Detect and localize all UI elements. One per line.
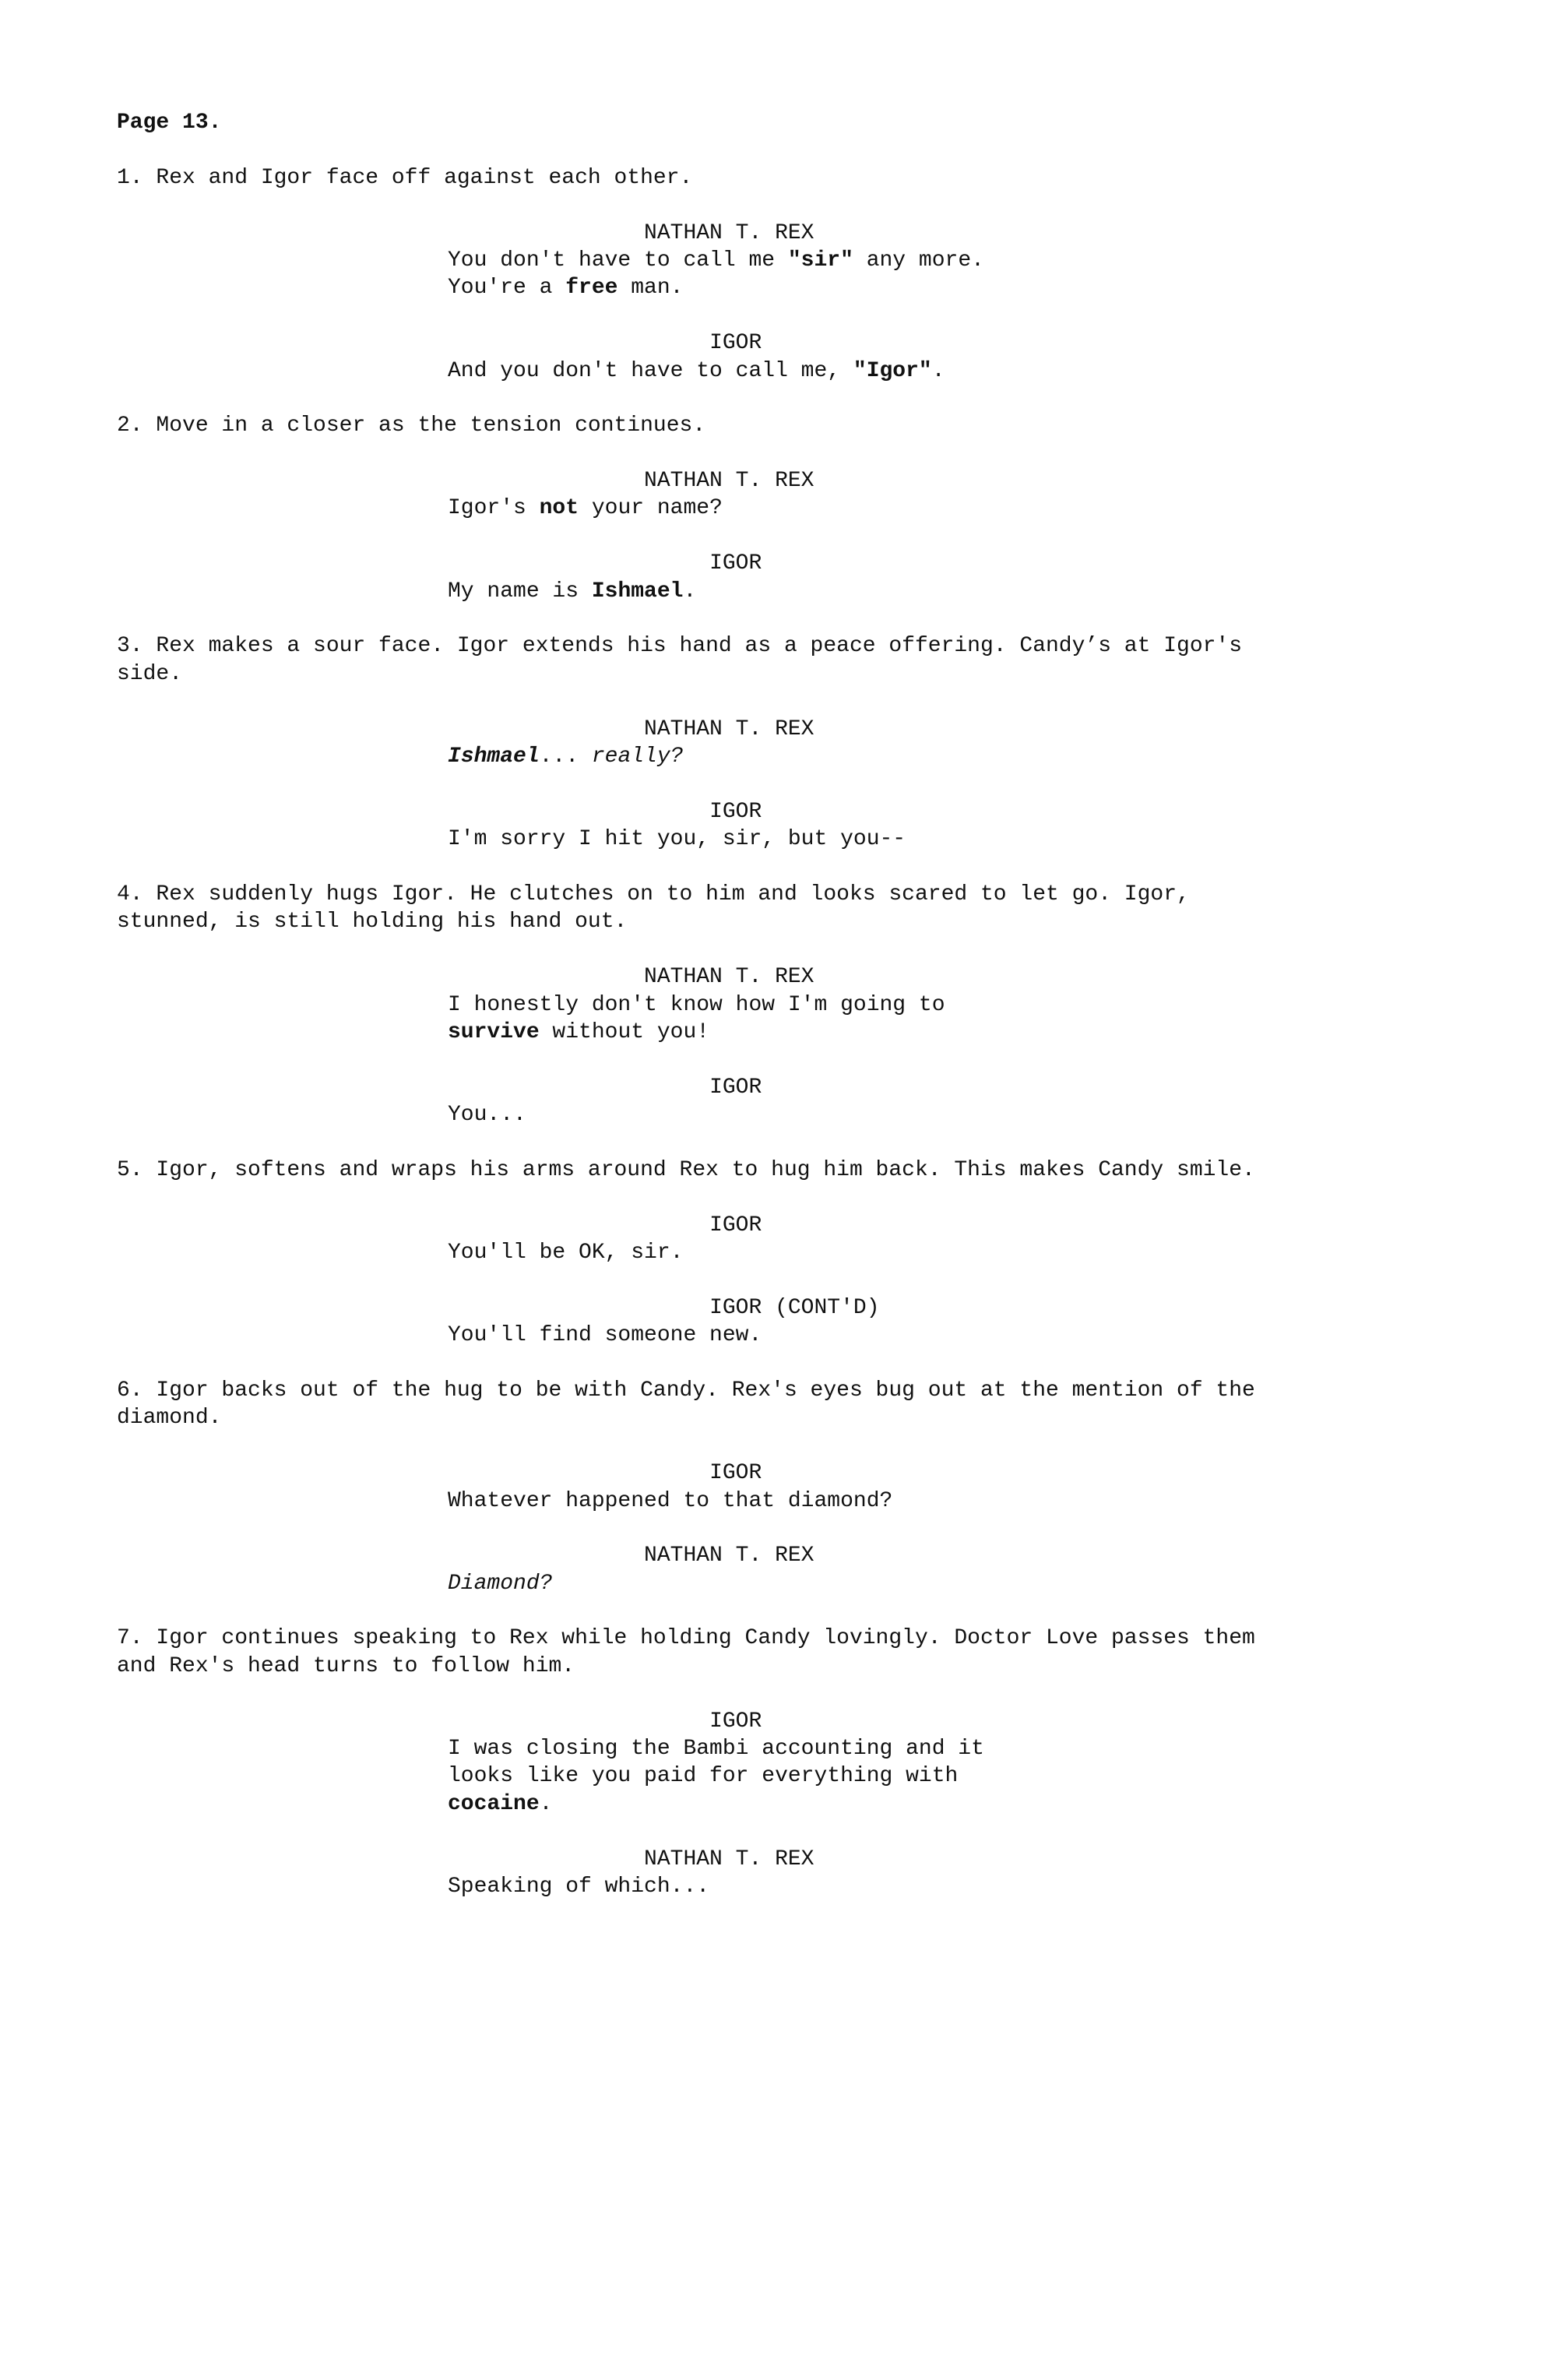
dialogue-text: free <box>565 276 618 301</box>
character-name: IGOR <box>709 1461 762 1486</box>
panel <box>117 632 1456 853</box>
character-name: IGOR <box>709 331 762 356</box>
dialogue-block <box>117 963 1456 1046</box>
dialogue-block <box>117 220 1456 302</box>
action-line: 2. Move in a closer as the tension continues. <box>117 414 706 438</box>
character-cue <box>117 467 1456 495</box>
dialogue-text: I was closing the Bambi accounting and it <box>448 1737 984 1762</box>
dialogue-block <box>117 1212 1456 1267</box>
spacer <box>117 936 1456 963</box>
dialogue-text: I honestly don't know how I'm going to <box>448 992 945 1017</box>
dialogue-block <box>117 798 1456 854</box>
character-cue <box>117 1846 1456 1873</box>
dialogue-text: Igor's <box>448 496 540 521</box>
dialogue-line <box>117 1790 1456 1818</box>
character-cue <box>117 1708 1456 1735</box>
spacer <box>117 385 1456 412</box>
character-name: NATHAN T. REX <box>644 469 814 494</box>
dialogue-text: looks like you paid for everything with <box>448 1764 959 1789</box>
spacer <box>117 1350 1456 1377</box>
dialogue-text: I'm sorry I hit you, sir, but you-- <box>448 827 906 852</box>
action-line: 5. Igor, softens and wraps his arms around Rex to hug him back. This makes Candy smile. <box>117 1157 1255 1182</box>
dialogue-line <box>117 357 1456 385</box>
dialogue-block <box>117 1708 1456 1818</box>
dialogue-text: really? <box>591 744 684 769</box>
dialogue-block <box>117 1459 1456 1515</box>
panel <box>117 1625 1456 1900</box>
panel <box>117 881 1456 1129</box>
character-cue <box>117 716 1456 743</box>
script-page <box>117 109 1456 1928</box>
dialogue-text: any more. <box>853 248 984 273</box>
dialogue-block <box>117 550 1456 605</box>
dialogue-text: Speaking of which... <box>448 1875 710 1899</box>
panel <box>117 1157 1456 1350</box>
character-cue <box>117 963 1456 991</box>
panel <box>117 164 1456 385</box>
dialogue-line <box>117 1570 1456 1597</box>
dialogue-text: without you! <box>539 1019 710 1044</box>
character-cue <box>117 550 1456 577</box>
spacer <box>117 1680 1456 1707</box>
action-line: 3. Rex makes a sour face. Igor extends his hand as a peace offering. Candy’s at Igor's <box>117 634 1243 659</box>
dialogue-block <box>117 1294 1456 1350</box>
character-name: NATHAN T. REX <box>644 1544 814 1568</box>
dialogue-line <box>117 1873 1456 1900</box>
character-name: IGOR (CONT'D) <box>709 1295 880 1320</box>
dialogue-line <box>117 1019 1456 1046</box>
dialogue-text: Whatever happened to that diamond? <box>448 1488 893 1513</box>
dialogue-text: . <box>931 358 945 383</box>
dialogue-block <box>117 716 1456 771</box>
character-name: IGOR <box>709 1075 762 1100</box>
dialogue-block <box>117 329 1456 385</box>
dialogue-line <box>117 1322 1456 1349</box>
spacer <box>117 1266 1456 1294</box>
action-line: 6. Igor backs out of the hug to be with Candy. Rex's eyes bug out at the mention of the <box>117 1378 1255 1403</box>
spacer <box>117 302 1456 329</box>
spacer <box>117 192 1456 219</box>
character-name: NATHAN T. REX <box>644 1847 814 1871</box>
spacer <box>117 688 1456 715</box>
action-line: 1. Rex and Igor face off against each other. <box>117 165 693 190</box>
dialogue-text: man. <box>617 276 684 301</box>
dialogue-line <box>117 826 1456 853</box>
spacer <box>117 854 1456 881</box>
spacer <box>117 1900 1456 1928</box>
dialogue-line <box>117 1239 1456 1266</box>
character-cue <box>117 1212 1456 1239</box>
dialogue-block <box>117 1074 1456 1129</box>
spacer <box>117 1597 1456 1625</box>
spacer <box>117 770 1456 797</box>
spacer <box>117 136 1456 164</box>
dialogue-text: . <box>683 579 697 604</box>
action-line: stunned, is still holding his hand out. <box>117 910 628 935</box>
dialogue-text: "Igor" <box>853 358 932 383</box>
action-line: diamond. <box>117 1406 222 1431</box>
dialogue-text: "sir" <box>787 248 853 273</box>
dialogue-text: ... <box>539 744 592 769</box>
dialogue-line <box>117 1762 1456 1790</box>
spacer <box>117 1128 1456 1156</box>
dialogue-text: You'll find someone new. <box>448 1323 762 1348</box>
dialogue-block <box>117 1542 1456 1597</box>
dialogue-line <box>117 495 1456 522</box>
panel <box>117 412 1456 605</box>
panel-list <box>117 164 1456 1928</box>
action-line: side. <box>117 661 183 686</box>
dialogue-line <box>117 991 1456 1019</box>
spacer <box>117 440 1456 467</box>
spacer <box>117 605 1456 632</box>
dialogue-line <box>117 1488 1456 1515</box>
action-line: 4. Rex suddenly hugs Igor. He clutches on to him and looks scared to let go. Igor, <box>117 882 1190 907</box>
character-name: IGOR <box>709 551 762 576</box>
dialogue-text: And you don't have to call me, <box>448 358 853 383</box>
character-cue <box>117 329 1456 357</box>
spacer <box>117 1046 1456 1073</box>
character-cue <box>117 1459 1456 1487</box>
character-name: NATHAN T. REX <box>644 965 814 990</box>
dialogue-text: You don't have to call me <box>448 248 788 273</box>
dialogue-text: You'll be OK, sir. <box>448 1241 684 1266</box>
character-name: IGOR <box>709 1213 762 1238</box>
character-cue <box>117 220 1456 247</box>
dialogue-text: survive <box>448 1019 540 1044</box>
page-title: Page 13. <box>117 111 222 135</box>
dialogue-line <box>117 247 1456 274</box>
dialogue-text: You're a <box>448 276 566 301</box>
character-name: NATHAN T. REX <box>644 716 814 741</box>
character-name: NATHAN T. REX <box>644 220 814 245</box>
dialogue-block <box>117 467 1456 523</box>
dialogue-line <box>117 1101 1456 1128</box>
character-cue <box>117 1294 1456 1322</box>
dialogue-block <box>117 1846 1456 1901</box>
spacer <box>117 523 1456 550</box>
dialogue-text: . <box>539 1791 553 1816</box>
dialogue-line <box>117 743 1456 770</box>
dialogue-text: Ishmael <box>591 579 684 604</box>
panel <box>117 1377 1456 1597</box>
spacer <box>117 1432 1456 1459</box>
character-name: IGOR <box>709 799 762 824</box>
spacer <box>117 1184 1456 1211</box>
spacer <box>117 1818 1456 1845</box>
character-cue <box>117 798 1456 826</box>
character-cue <box>117 1542 1456 1569</box>
character-name: IGOR <box>709 1709 762 1734</box>
dialogue-line <box>117 274 1456 301</box>
dialogue-text: your name? <box>579 496 723 521</box>
dialogue-text: cocaine <box>448 1791 540 1816</box>
dialogue-line <box>117 1735 1456 1762</box>
dialogue-line <box>117 578 1456 605</box>
action-line: 7. Igor continues speaking to Rex while holding Candy lovingly. Doctor Love passes them <box>117 1626 1255 1651</box>
dialogue-text: not <box>539 496 579 521</box>
character-cue <box>117 1074 1456 1101</box>
dialogue-text: You... <box>448 1103 526 1128</box>
action-line: and Rex's head turns to follow him. <box>117 1653 575 1678</box>
dialogue-text: Ishmael <box>448 744 540 769</box>
dialogue-text: My name is <box>448 579 592 604</box>
dialogue-text: Diamond? <box>448 1571 553 1596</box>
spacer <box>117 1515 1456 1542</box>
